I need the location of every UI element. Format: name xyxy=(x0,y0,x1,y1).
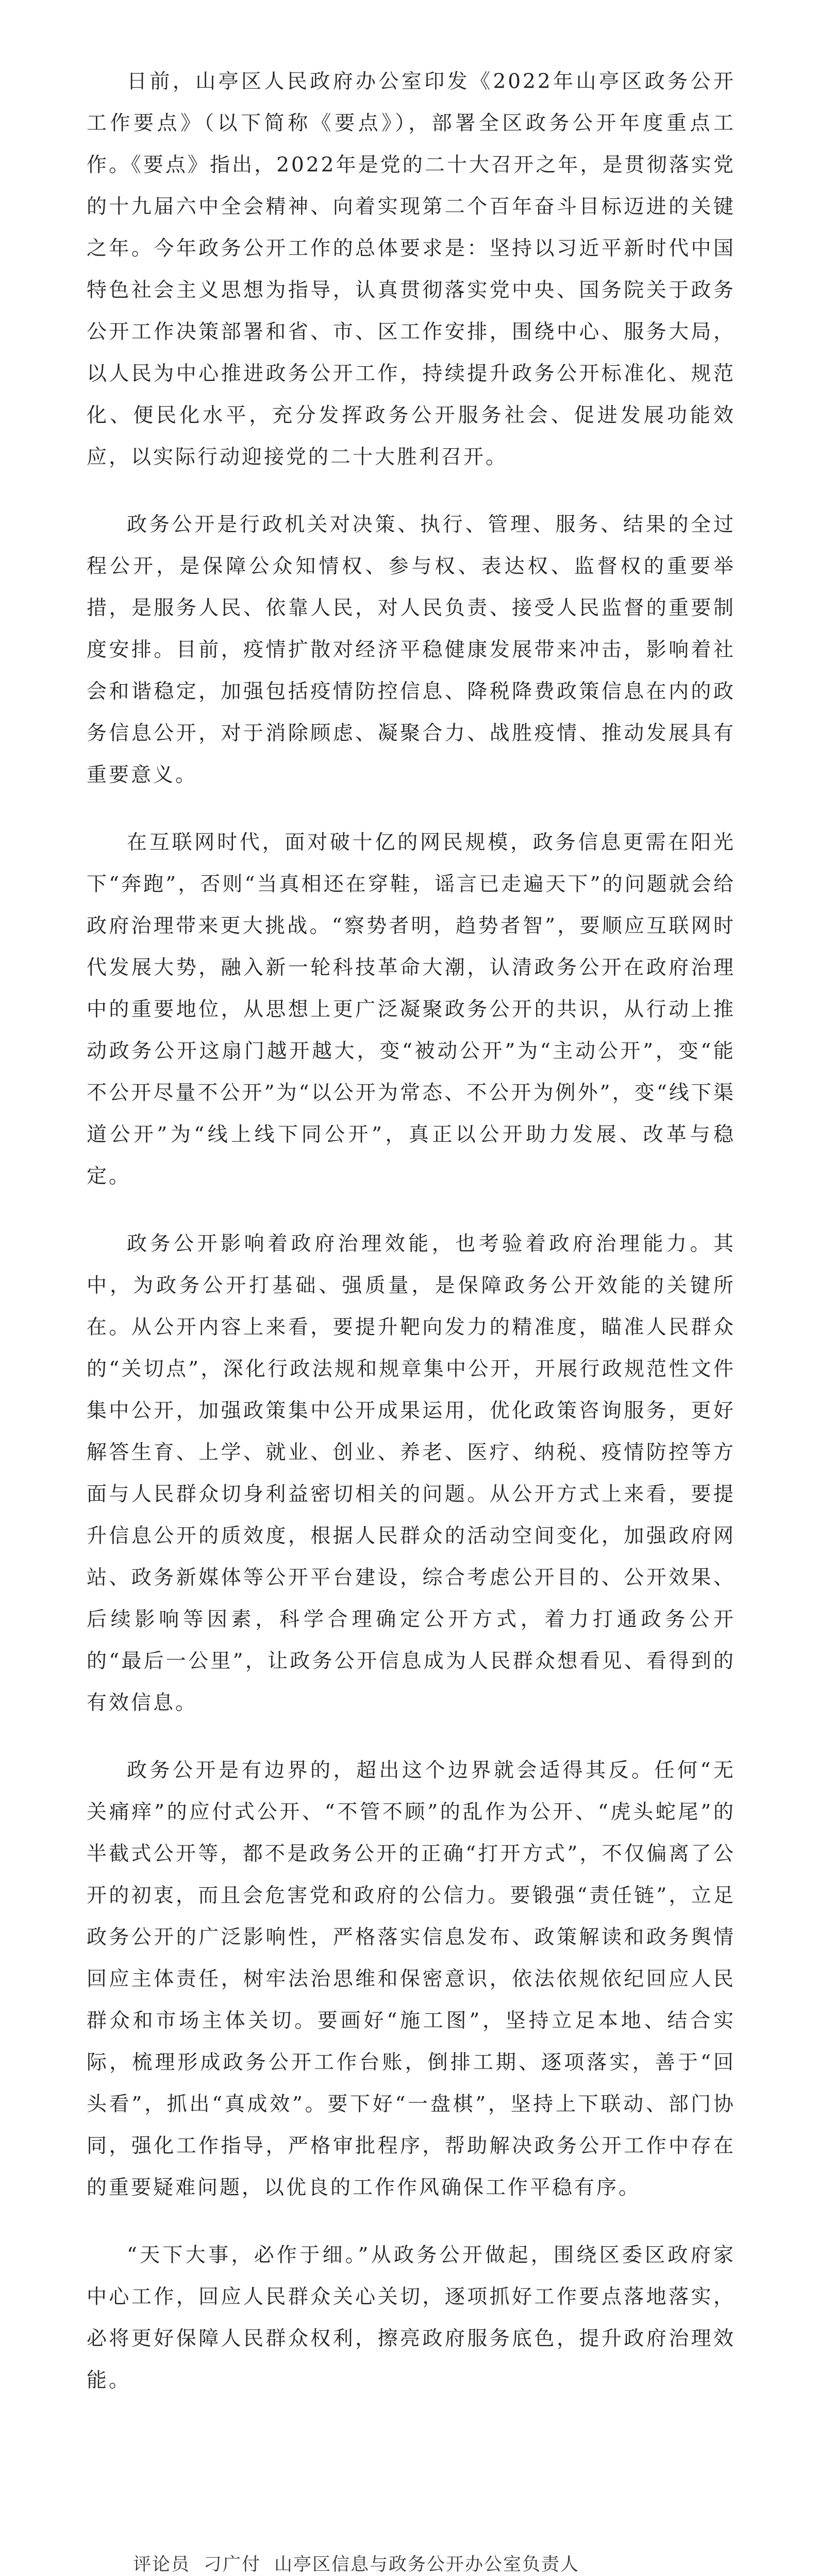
author-line xyxy=(133,2545,579,2576)
article-paragraph-3: 在互联网时代，面对破十亿的网民规模，政务信息更需在阳光下“奔跑”，否则“当真相还在穿鞋，谣言已走遍天下”的问题就会给政府治理带来更大挑战。“察势者明，趋势者智”，要顺应互联网时代发展大势，融入新一轮科技革命大潮，认清政务公开在政府治理中的重要地位，从思想上更广泛凝聚政务公开的共识，从行动上推动政务公开这扇门越开越大，变“被动公开”为“主动公开”，变“能不公开尽量不公开”为“以公开为常态、不公开为例外”，变“线下渠道公开”为“线上线下同公开”，真正以公开助力发展、改革与稳定。 xyxy=(87,831,736,1188)
author-affiliation: 山亭区信息与政务公开办公室负责人 xyxy=(274,2554,580,2575)
author-role-label: 评论员 xyxy=(133,2554,191,2575)
article-paragraph-2: 政务公开是行政机关对决策、执行、管理、服务、结果的全过程公开，是保障公众知情权、参与权、表达权、监督权的重要举措，是服务人民、依靠人民，对人民负责、接受人民监督的重要制度安排。目前，疫情扩散对经济平稳健康发展带来冲击，影响着社会和谐稳定，加强包括疫情防控信息、降税降费政策信息在内的政务信息公开，对于消除顾虑、凝聚合力、战胜疫情、推动发展具有重要意义。 xyxy=(87,513,736,787)
article-paragraph-4: 政务公开影响着政府治理效能，也考验着政府治理能力。其中，为政务公开打基础、强质量，是保障政务公开效能的关键所在。从公开内容上来看，要提升靶向发力的精准度，瞄准人民群众的“关切点”，深化行政法规和规章集中公开，开展行政规范性文件集中公开，加强政策集中公开成果运用，优化政策咨询服务，更好解答生育、上学、就业、创业、养老、医疗、纳税、疫情防控等方面与人民群众切身利益密切相关的问题。从公开方式上来看，要提升信息公开的质效度，根据人民群众的活动空间变化，加强政府网站、政务新媒体等公开平台建设，综合考虑公开目的、公开效果、后续影响等因素，科学合理确定公开方式，着力打通政务公开的“最后一公里”，让政务公开信息成为人民群众想看见、看得到的有效信息。 xyxy=(87,1232,736,1715)
article-paragraph-1: 日前，山亭区人民政府办公室印发《2022年山亭区政务公开工作要点》（以下简称《要点》），部署全区政务公开年度重点工作。《要点》指出，2022年是党的二十大召开之年，是贯彻落实党的十九届六中全会精神、向着实现第二个百年奋斗目标迈进的关键之年。今年政务公开工作的总体要求是：坚持以习近平新时代中国特色社会主义思想为指导，认真贯彻落实党中央、国务院关于政务公开工作决策部署和省、市、区工作安排，围绕中心、服务大局，以人民为中心推进政务公开工作，持续提升政务公开标准化、规范化、便民化水平，充分发挥政务公开服务社会、促进发展功能效应，以实际行动迎接党的二十大胜利召开。 xyxy=(87,70,736,469)
article-body xyxy=(87,61,736,2401)
author-name: 刁广付 xyxy=(204,2554,261,2575)
article-paragraph-5: 政务公开是有边界的，超出这个边界就会适得其反。任何“无关痛痒”的应付式公开、“不管不顾”的乱作为公开、“虎头蛇尾”的半截式公开等，都不是政务公开的正确“打开方式”，不仅偏离了公开的初衷，而且会危害党和政府的公信力。要锻强“责任链”，立足政务公开的广泛影响性，严格落实信息发布、政策解读和政务舆情回应主体责任，树牢法治思维和保密意识，依法依规依纪回应人民群众和市场主体关切。要画好“施工图”，坚持立足本地、结合实际，梳理形成政务公开工作台账，倒排工期、逐项落实，善于“回头看”，抓出“真成效”。要下好“一盘棋”，坚持上下联动、部门协同，强化工作指导，严格审批程序，帮助解决政务公开工作中存在的重要疑难问题，以优良的工作作风确保工作平稳有序。 xyxy=(87,1759,736,2199)
author-signature xyxy=(133,2545,579,2576)
article-paragraph-6: “天下大事，必作于细。”从政务公开做起，围绕区委区政府家中心工作，回应人民群众关心关切，逐项抓好工作要点落地落实，必将更好保障人民群众权利，擦亮政府服务底色，提升政府治理效能。 xyxy=(87,2244,736,2392)
